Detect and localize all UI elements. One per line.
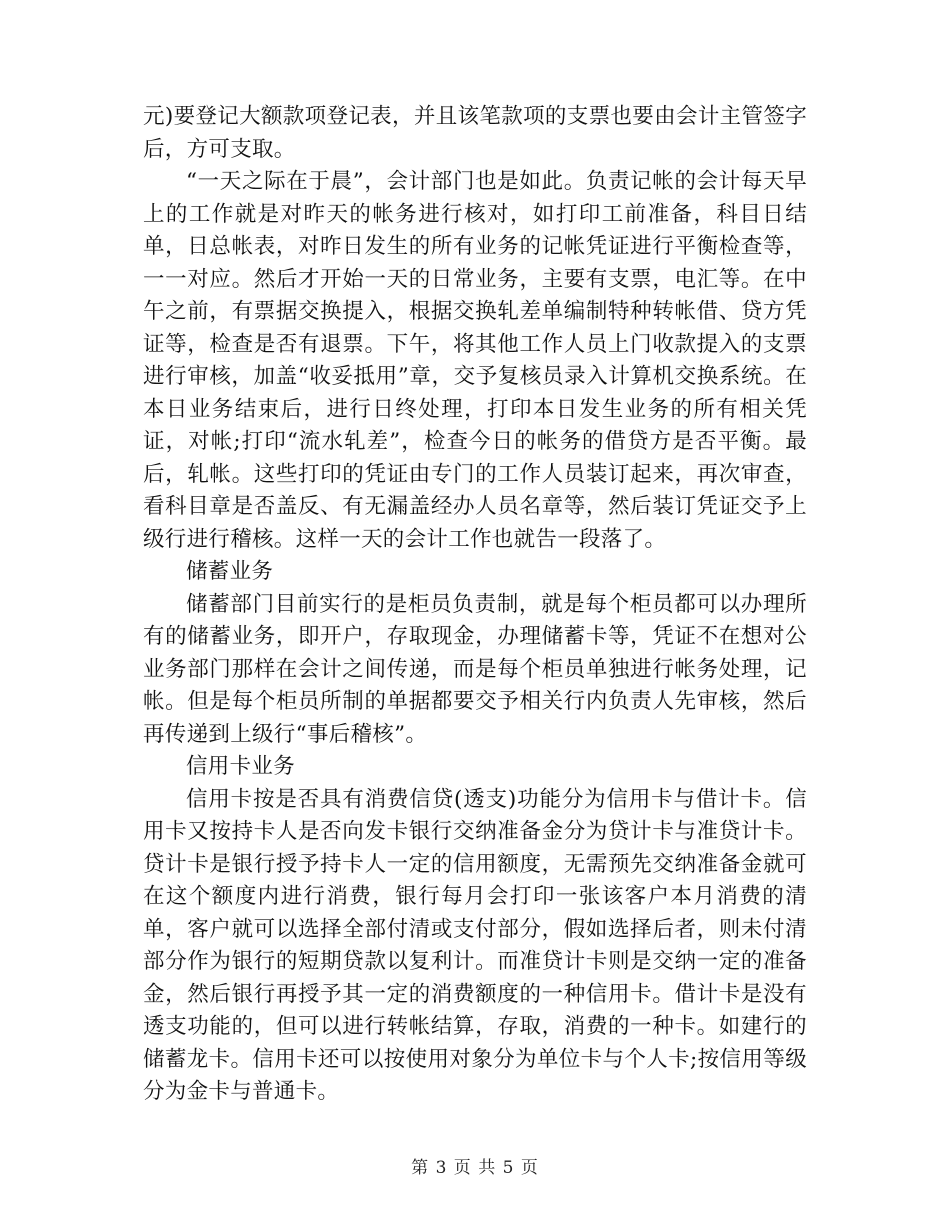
paragraph-continuation: 元)要登记大额款项登记表，并且该笔款项的支票也要由会计主管签字后，方可支取。 — [143, 104, 807, 162]
section-heading-credit-card: 信用卡业务 — [186, 754, 296, 779]
page-number-footer: 第 3 页 共 5 页 — [411, 1158, 539, 1178]
section-heading-savings: 储蓄业务 — [186, 559, 274, 584]
paragraph-accounting-daily-work: “一天之际在于晨”，会计部门也是如此。负责记帐的会计每天早上的工作就是对昨天的帐务进行核对，如打印工前准备，科目日结单，日总帐表，对昨日发生的所有业务的记帐凭证进行平衡检查等，一一对应。然后才开始一天的日常业务，主要有支票，电汇等。在中午之前，有票据交换提入，根据交换轧差单编制特种转帐借、贷方凭证等，检查是否有退票。下午，将其他工作人员上门收款提入的支票进行审核，加盖“收妥抵用”章，交予复核员录入计算机交换系统。在本日业务结束后，进行日终处理，打印本日发生业务的所有相关凭证，对帐;打印“流水轧差”，检查今日的帐务的借贷方是否平衡。最后，轧帐。这些打印的凭证由专门的工作人员装订起来，再次审查，看科目章是否盖反、有无漏盖经办人员名章等，然后装订凭证交予上级行进行稽核。这样一天的会计工作也就告一段落了。 — [143, 169, 807, 552]
paragraph-credit-card-business: 信用卡按是否具有消费信贷(透支)功能分为信用卡与借计卡。信用卡又按持卡人是否向发卡银行交纳准备金分为贷计卡与准贷计卡。贷计卡是银行授予持卡人一定的信用额度，无需预先交纳准备金就可在这个额度内进行消费，银行每月会打印一张该客户本月消费的清单，客户就可以选择全部付清或支付部分，假如选择后者，则未付清部分作为银行的短期贷款以复利计。而准贷计卡则是交纳一定的准备金，然后银行再授予其一定的消费额度的一种信用卡。借计卡是没有透支功能的，但可以进行转帐结算，存取，消费的一种卡。如建行的储蓄龙卡。信用卡还可以按使用对象分为单位卡与个人卡;按信用等级分为金卡与普通卡。 — [143, 786, 807, 1104]
document-body — [143, 101, 807, 1109]
paragraph-savings-business: 储蓄部门目前实行的是柜员负责制，就是每个柜员都可以办理所有的储蓄业务，即开户，存取现金，办理储蓄卡等，凭证不在想对公业务部门那样在会计之间传递，而是每个柜员单独进行帐务处理，记帐。但是每个柜员所制的单据都要交予相关行内负责人先审核，然后再传递到上级行“事后稽核”。 — [143, 591, 807, 747]
